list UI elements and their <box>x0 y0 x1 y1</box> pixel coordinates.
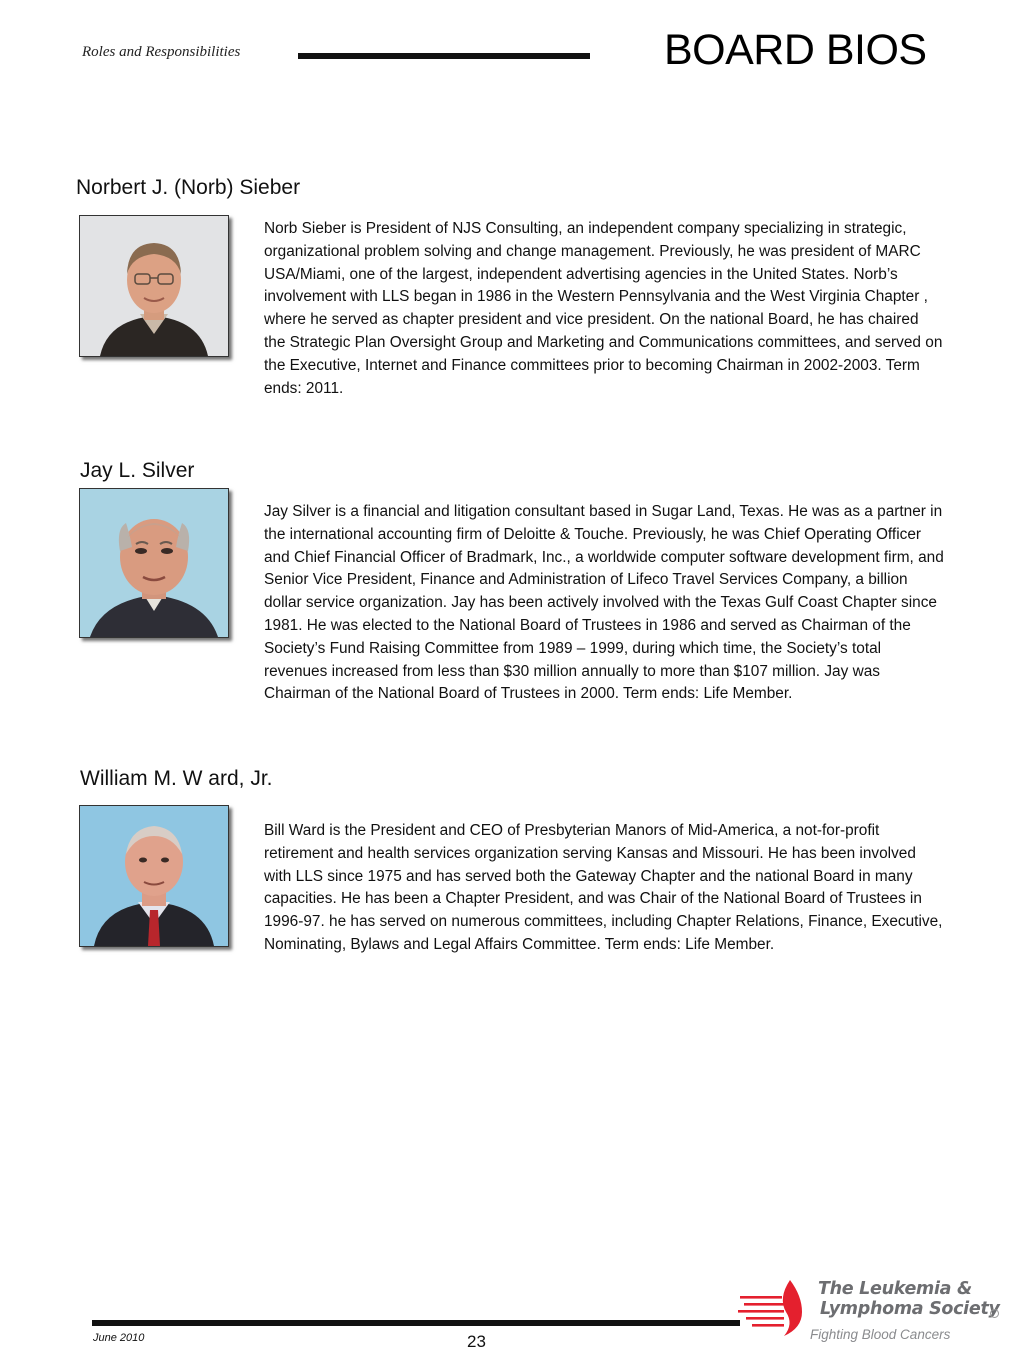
logo-line2: Lymphoma Society <box>820 1299 1000 1319</box>
photo-ward <box>79 805 229 947</box>
header-rule <box>298 53 590 59</box>
footer-date: June 2010 <box>93 1332 145 1344</box>
bio-text-ward: Bill Ward is the President and CEO of Presbyterian Manors of Mid-America, a not-for-profit retirement and health services organization serving Kansas and Missouri. He has been involved with LLS since 1975 and has served both the Gateway Chapter and the national Board in many capacities. He has been a Chapter President, and was Chair of the National Board of Trustees in 1996-97. he has served on numerous committees, including Chapter Relations, Finance, Executive, Nominating, Bylaws and Legal Affairs Committee. Term ends: Life Member. <box>264 822 943 953</box>
bio-text-sieber: Norb Sieber is President of NJS Consulting, an independent company specializing in strategic, organizational problem solving and change management. Previously, he was president of MARC USA/Miami, one of the largest, independent advertising agencies in the United States. Norb’s involvement with LLS began in 1986 in the Western Pennsylvania and the West Virginia Chapter , where he served as chapter president and vice president. On the national Board, he has chaired the Strategic Plan Oversight Group and Marketing and Communications committees, and served on the Executive, Internet and Finance committees prior to becoming Chairman in 2002-2003. Term ends: 2011. <box>264 220 943 397</box>
photo-sieber <box>79 215 229 357</box>
logo-tagline: Fighting Blood Cancers <box>810 1327 951 1342</box>
header-subtitle: Roles and Responsibilities <box>82 44 241 60</box>
logo-line1: The Leukemia & <box>818 1279 972 1299</box>
photo-silver <box>79 488 229 638</box>
bio-name-sieber: Norbert J. (Norb) Sieber <box>76 176 301 199</box>
footer-rule <box>92 1320 740 1326</box>
bio-name-silver: Jay L. Silver <box>80 459 195 482</box>
page-title: BOARD BIOS <box>664 26 927 74</box>
trademark-icon <box>990 1309 999 1318</box>
lls-logo <box>738 1278 1008 1348</box>
bio-text-silver: Jay Silver is a financial and litigation consultant based in Sugar Land, Texas. He was as a partner in the international accounting firm of Deloitte & Touche. Previously, he was Chief Operating Officer and Chief Financial Officer of Bradmark, Inc., a worldwide computer software development firm, and Senior Vice President, Finance and Administration of Lifeco Travel Services Company, a billion dollar service organization. Jay has been actively involved with the Texas Gulf Coast Chapter since 1981. He was elected to the National Board of Trustees in 1986 and served as Chairman of the Society’s Fund Raising Committee from 1989 – 1999, during which time, the Society’s total revenues increased from less than $30 million annually to more than $107 million. Jay was Chairman of the National Board of Trustees in 2000. Term ends: Life Member. <box>264 503 944 703</box>
bio-name-ward: William M. W ard, Jr. <box>80 767 273 790</box>
page-number: 23 <box>467 1332 486 1351</box>
flame-icon <box>738 1278 810 1340</box>
